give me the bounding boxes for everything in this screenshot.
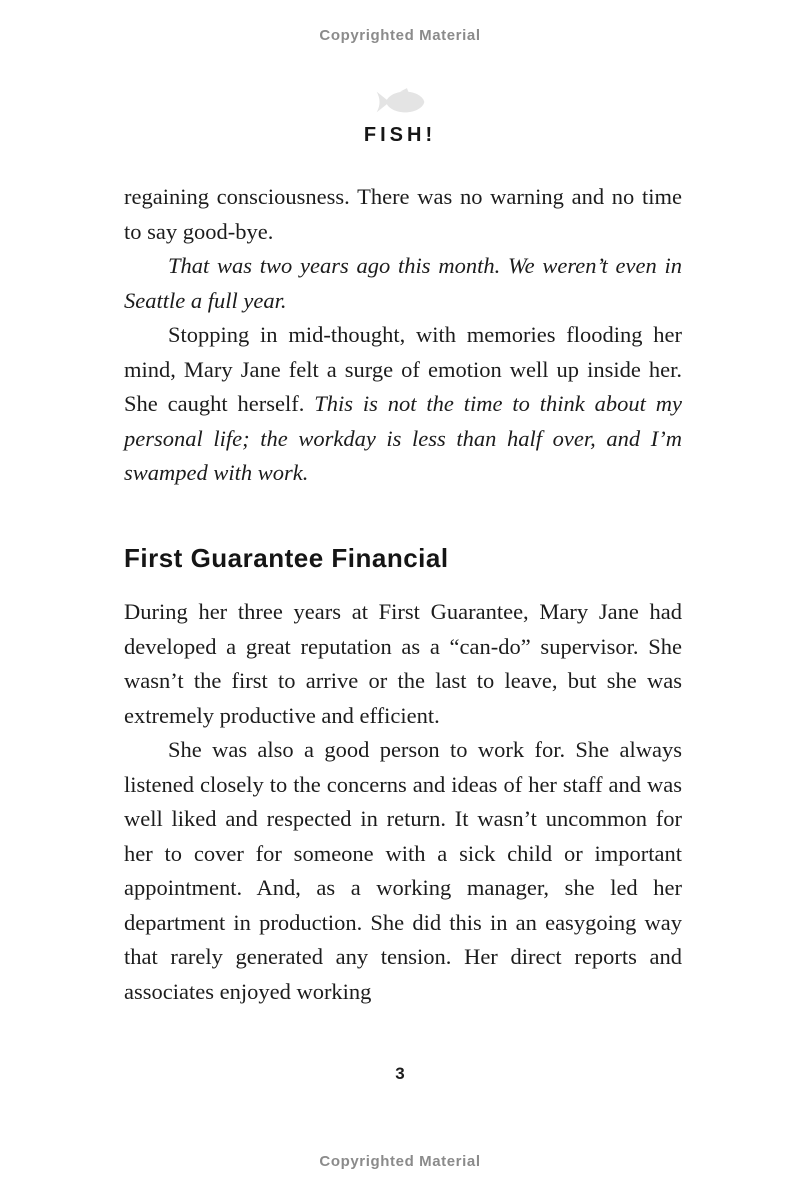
copyright-notice-bottom: Copyrighted Material [319, 1153, 481, 1170]
paragraph-continuation [124, 180, 682, 249]
text-run: Stopping in mid-thought, with memories flooding her mind, Mary Jane felt a surge of emotion well up inside her. She caught herself. [124, 322, 682, 416]
copyright-notice-top: Copyrighted Material [319, 27, 481, 44]
text-run: She was also a good person to work for. She always listened closely to the concerns and ideas of her staff and was well liked and respected in return. It wasn’t uncommon for her to cover for someone with a sick child or important appointment. And, as a working manager, she led her department in production. She did this in an easygoing way that rarely generated any tension. Her direct reports and associates enjoyed working [124, 737, 682, 1004]
text-run-italic: This is not the time to think about my personal life; the workday is less than half over, and I’m swamped with work. [124, 391, 682, 485]
text-run: During her three years at First Guarantee, Mary Jane had developed a great reputation as a “can-do” supervisor. She wasn’t the first to arrive or the last to leave, but she was extremely productive and efficient. [124, 599, 682, 728]
text-run: That was two years ago this month. We weren’t even in Seattle a full year. [124, 253, 682, 313]
paragraph-stopping [124, 318, 682, 491]
section-heading: First Guarantee Financial [124, 542, 449, 573]
paragraph-good-person [124, 733, 682, 1009]
fish-icon [0, 86, 800, 118]
paragraph-during [124, 595, 682, 733]
text-run: regaining consciousness. There was no warning and no time to say good-bye. [124, 184, 682, 244]
body-text [124, 180, 682, 1009]
book-title: FISH! [363, 124, 437, 146]
chapter-header [0, 86, 800, 147]
page-number: 3 [395, 1064, 405, 1083]
paragraph-italic-memory [124, 249, 682, 318]
